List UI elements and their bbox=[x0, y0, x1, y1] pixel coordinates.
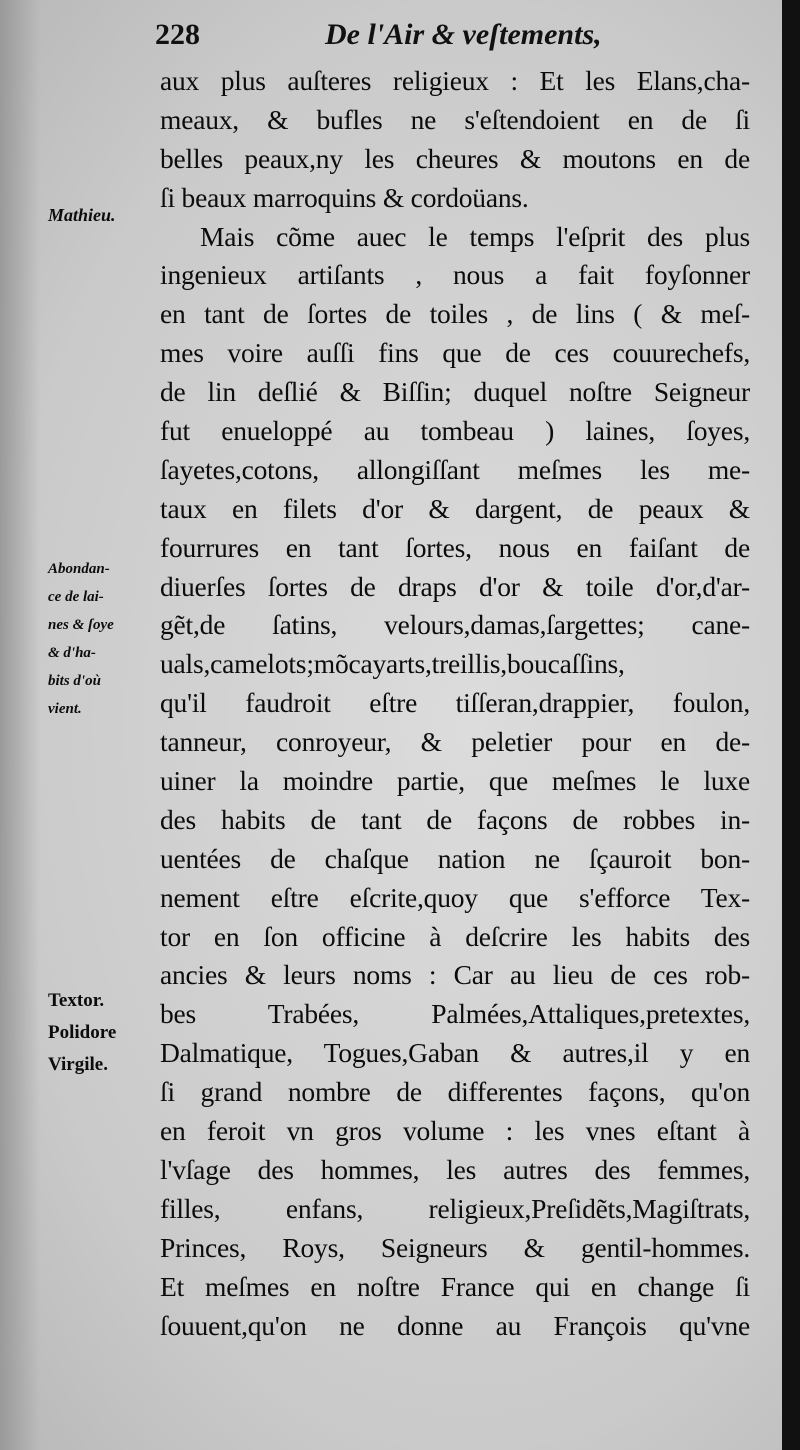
page-edge-shadow bbox=[782, 0, 800, 1450]
text-line: fut enueloppé au tombeau ) laines, ſoyes, bbox=[160, 415, 750, 447]
text-line: tor en ſon officine à deſcrire les habits des bbox=[160, 920, 750, 952]
text-line: mes voire auſſi fins que de ces couurechefs, bbox=[160, 337, 750, 369]
binding-shadow bbox=[0, 0, 40, 1450]
text-line: taux en filets d'or & dargent, de peaux & bbox=[160, 492, 750, 524]
text-line: uentées de chaſque nation ne ſçauroit bon- bbox=[160, 842, 750, 874]
text-line: tanneur, conroyeur, & peletier pour en de- bbox=[160, 726, 750, 758]
text-line: qu'il faudroit eſtre tiſſeran,drappier, foulon, bbox=[160, 687, 750, 719]
text-line: nement eſtre eſcrite,quoy que s'efforce Tex- bbox=[160, 881, 750, 913]
margin-note-textor bbox=[48, 985, 116, 1081]
text-line: ſi grand nombre de differentes façons, qu'on bbox=[160, 1076, 750, 1108]
text-line: ſouuent,qu'on ne donne au François qu'vne bbox=[160, 1309, 750, 1341]
text-line: l'vſage des hommes, les autres des femmes, bbox=[160, 1153, 750, 1185]
margin-note-abondance bbox=[48, 555, 114, 723]
margin-note-line: vient. bbox=[48, 701, 82, 717]
page-header bbox=[155, 18, 755, 62]
margin-note-line: nes & ſoye bbox=[48, 617, 114, 633]
text-line: ingenieux artiſants , nous a fait foyſonner bbox=[160, 259, 750, 291]
body-text bbox=[160, 62, 750, 1345]
margin-note-line: bits d'où bbox=[48, 673, 101, 689]
text-line: uiner la moindre partie, que meſmes le luxe bbox=[160, 765, 750, 797]
text-line: aux plus auſteres religieux : Et les Elans,cha- bbox=[160, 65, 750, 96]
text-line: gẽt,de ſatins, velours,damas,ſargettes; cane- bbox=[160, 609, 750, 641]
text-line: des habits de tant de façons de robbes in- bbox=[160, 803, 750, 835]
text-line: belles peaux,ny les cheures & moutons en de bbox=[160, 142, 750, 174]
running-title: De l'Air & veſtements, bbox=[325, 18, 602, 51]
text-line: Dalmatique, Togues,Gaban & autres,il y en bbox=[160, 1037, 750, 1069]
margin-note-mathieu: Mathieu. bbox=[48, 205, 116, 225]
margin-note-line: Polidore bbox=[48, 1022, 117, 1043]
text-line: diuerſes ſortes de draps d'or & toile d'or,d'ar- bbox=[160, 570, 750, 602]
text-line: Mais cõme auec le temps l'eſprit des plus bbox=[200, 220, 750, 252]
text-line: en feroit vn gros volume : les vnes eſtant à bbox=[160, 1115, 750, 1147]
text-line: ſi beaux marroquins & cordoüans. bbox=[160, 181, 529, 213]
text-line: fourrures en tant ſortes, nous en faiſant de bbox=[160, 531, 750, 563]
text-line: ancies & leurs noms : Car au lieu de ces rob- bbox=[160, 959, 750, 991]
text-line: uals,camelots;mõcayarts,treillis,boucaſſins, bbox=[160, 648, 625, 680]
text-line: meaux, & bufles ne s'eſtendoient en de ſi bbox=[160, 103, 750, 135]
text-line: bes Trabées, Palmées,Attaliques,pretextes, bbox=[160, 998, 750, 1030]
text-line: de lin deſlié & Biſſin; duquel noſtre Seigneur bbox=[160, 376, 750, 408]
text-line: Et meſmes en noſtre France qui en change ſi bbox=[160, 1270, 750, 1302]
text-line: ſayetes,cotons, allongiſſant meſmes les me- bbox=[160, 453, 750, 485]
text-line: filles, enfans, religieux,Preſidẽts,Magiſtrats, bbox=[160, 1192, 750, 1224]
text-line: en tant de ſortes de toiles , de lins ( & meſ- bbox=[160, 298, 750, 330]
text-line: Princes, Roys, Seigneurs & gentil-hommes. bbox=[160, 1231, 750, 1263]
margin-note-line: & d'ha- bbox=[48, 645, 96, 661]
page-number: 228 bbox=[155, 18, 200, 51]
margin-note-line: Textor. bbox=[48, 990, 105, 1011]
margin-note-line: Abondan- bbox=[48, 561, 110, 577]
margin-note-line: ce de lai- bbox=[48, 589, 104, 605]
margin-note-line: Virgile. bbox=[48, 1054, 108, 1075]
